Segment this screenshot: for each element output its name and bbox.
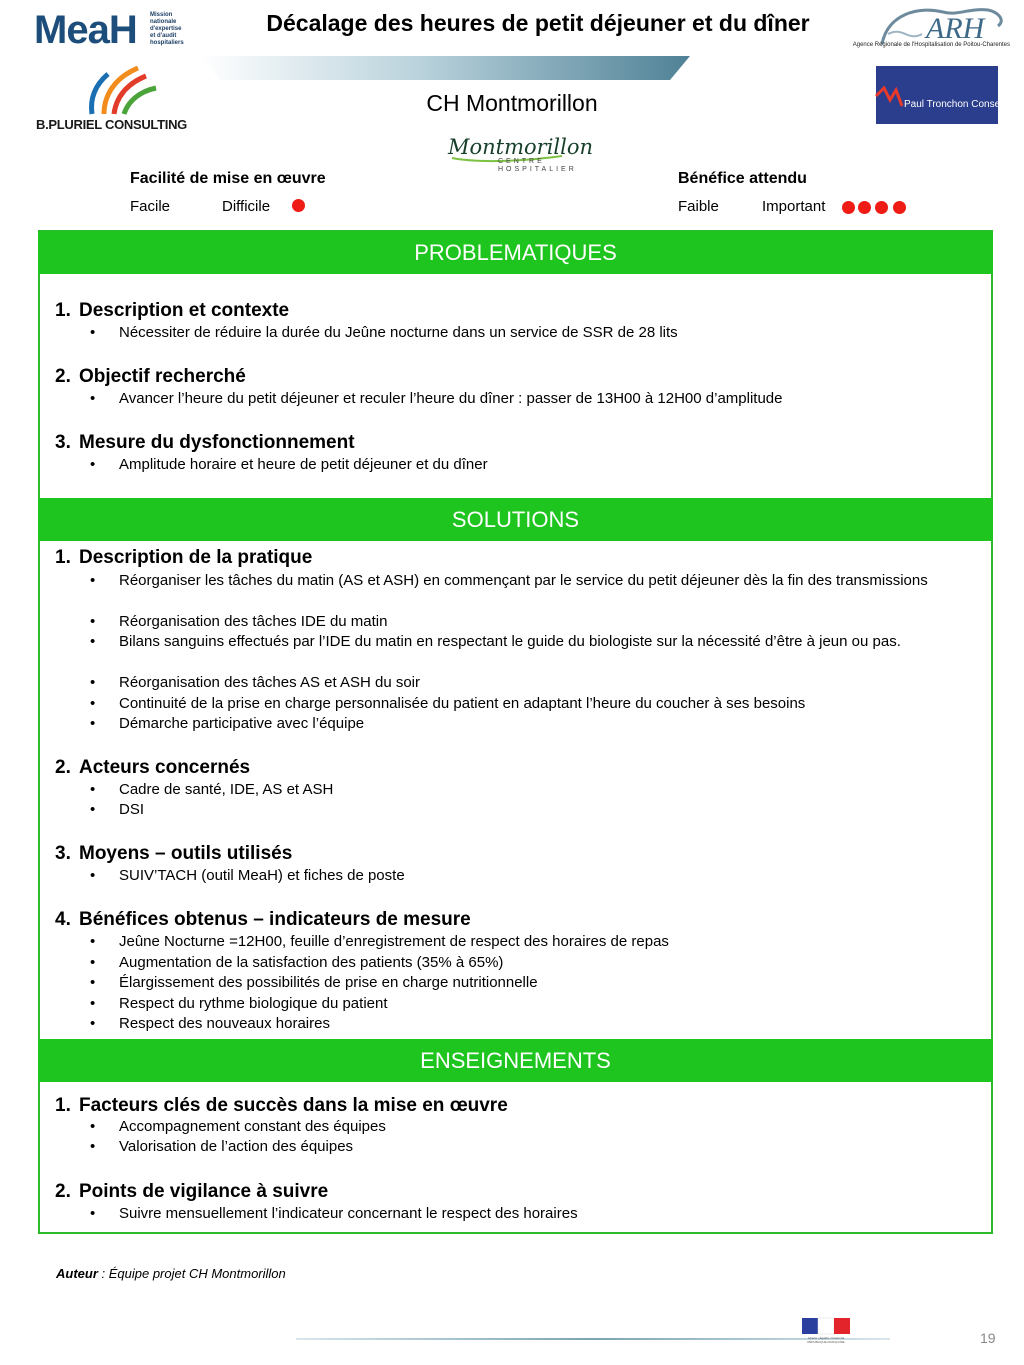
ptc-mark-icon xyxy=(876,66,998,124)
ease-low-label: Facile xyxy=(130,198,171,215)
section-heading: 2. Points de vigilance à suivre xyxy=(55,1181,329,1202)
list-item: • DSI xyxy=(90,801,145,818)
list-item: • Respect des nouveaux horaires xyxy=(90,1015,330,1032)
hospital-name: CH Montmorillon xyxy=(426,90,598,116)
section-heading: 2. Acteurs concernés xyxy=(55,757,251,778)
benefit-dot xyxy=(858,201,871,214)
list-item: • SUIV’TACH (outil MeaH) et fiches de poste xyxy=(90,867,405,884)
list-item: • Réorganisation des tâches IDE du matin xyxy=(90,613,388,630)
band-problems: PROBLEMATIQUES xyxy=(38,231,993,274)
band-solutions: SOLUTIONS xyxy=(38,498,993,541)
arh-tagline: Agence Régionale de l'Hospitalisation de Poitou-Charentes xyxy=(852,42,1010,48)
section-heading: 1. Description de la pratique xyxy=(55,547,313,568)
list-item: • Réorganiser les tâches du matin (AS et ASH) en commençant par le service du petit déjeuner dès la fin des transmissions xyxy=(90,572,928,589)
list-item: • Démarche participative avec l’équipe xyxy=(90,715,365,732)
list-item: • Respect du rythme biologique du patient xyxy=(90,995,388,1012)
section-heading: 1. Facteurs clés de succès dans la mise en œuvre xyxy=(55,1095,508,1116)
list-item: • Nécessiter de réduire la durée du Jeûne nocturne dans un service de SSR de 28 lits xyxy=(90,324,678,341)
benefit-dot xyxy=(893,201,906,214)
arh-brand-text: ARH xyxy=(926,12,985,45)
section-heading: 3. Mesure du dysfonctionnement xyxy=(55,432,355,453)
list-item: • Jeûne Nocturne =12H00, feuille d’enregistrement de respect des horaires de repas xyxy=(90,933,669,950)
list-item: • Bilans sanguins effectués par l’IDE du matin en respectant le guide du biologiste sur la nécessité d’être à jeun ou pas. xyxy=(90,633,901,650)
ease-high-label: Difficile xyxy=(222,198,271,215)
republique-francaise-logo xyxy=(798,1316,854,1360)
ptc-logo-text: Paul Tronchon Conseil xyxy=(904,99,1005,110)
montmorillon-logo-text: Montmorillon xyxy=(448,135,594,159)
list-item: • Suivre mensuellement l’indicateur concernant le respect des horaires xyxy=(90,1205,578,1222)
benefit-low-label: Faible xyxy=(678,198,719,215)
list-item: • Continuité de la prise en charge personnalisée du patient en adaptant l’heure du coucher à ses besoins xyxy=(90,695,806,712)
list-item: • Réorganisation des tâches AS et ASH du soir xyxy=(90,674,421,691)
list-item: • Avancer l’heure du petit déjeuner et reculer l’heure du dîner : passer de 13H00 à 12H00 d’amplitude xyxy=(90,390,783,407)
list-item: • Valorisation de l’action des équipes xyxy=(90,1138,354,1155)
benefit-dot xyxy=(842,201,855,214)
montmorillon-logo xyxy=(444,130,594,184)
bpluriel-logo-text: B.PLURIEL CONSULTING xyxy=(36,117,187,132)
page-number: 19 xyxy=(980,1330,996,1346)
ease-dot xyxy=(292,199,305,212)
author-credit: Auteur : Équipe projet CH Montmorillon xyxy=(56,1266,286,1281)
list-item: • Cadre de santé, IDE, AS et ASH xyxy=(90,781,334,798)
meah-logo-text: MeaH xyxy=(34,8,137,52)
ptc-logo xyxy=(876,66,998,124)
section-heading: 2. Objectif recherché xyxy=(55,366,246,387)
section-heading: 1. Description et contexte xyxy=(55,300,290,321)
section-heading: 4. Bénéfices obtenus – indicateurs de mesure xyxy=(55,909,471,930)
list-item: • Accompagnement constant des équipes xyxy=(90,1118,386,1135)
montmorillon-logo-sub: CENTRE HOSPITALIER xyxy=(498,158,577,173)
ease-title: Facilité de mise en œuvre xyxy=(130,170,326,187)
arh-logo xyxy=(848,4,1018,56)
list-item: • Augmentation de la satisfaction des patients (35% à 65%) xyxy=(90,954,504,971)
page-title: Décalage des heures de petit déjeuner et du dîner xyxy=(266,10,810,36)
band-lessons: ENSEIGNEMENTS xyxy=(38,1039,993,1082)
meah-tagline: Mission nationale d'expertise et d'audit hospitaliers xyxy=(150,12,184,46)
benefit-title: Bénéfice attendu xyxy=(678,170,807,187)
benefit-high-label: Important xyxy=(762,198,826,215)
list-item: • Amplitude horaire et heure de petit déjeuner et du dîner xyxy=(90,456,488,473)
section-heading: 3. Moyens – outils utilisés xyxy=(55,843,293,864)
list-item: • Élargissement des possibilités de prise en charge nutritionnelle xyxy=(90,974,538,991)
republique-francaise-text: Liberté • Égalité • Fraternité RÉPUBLIQUE FRANÇAISE xyxy=(807,1336,845,1344)
benefit-dot xyxy=(875,201,888,214)
